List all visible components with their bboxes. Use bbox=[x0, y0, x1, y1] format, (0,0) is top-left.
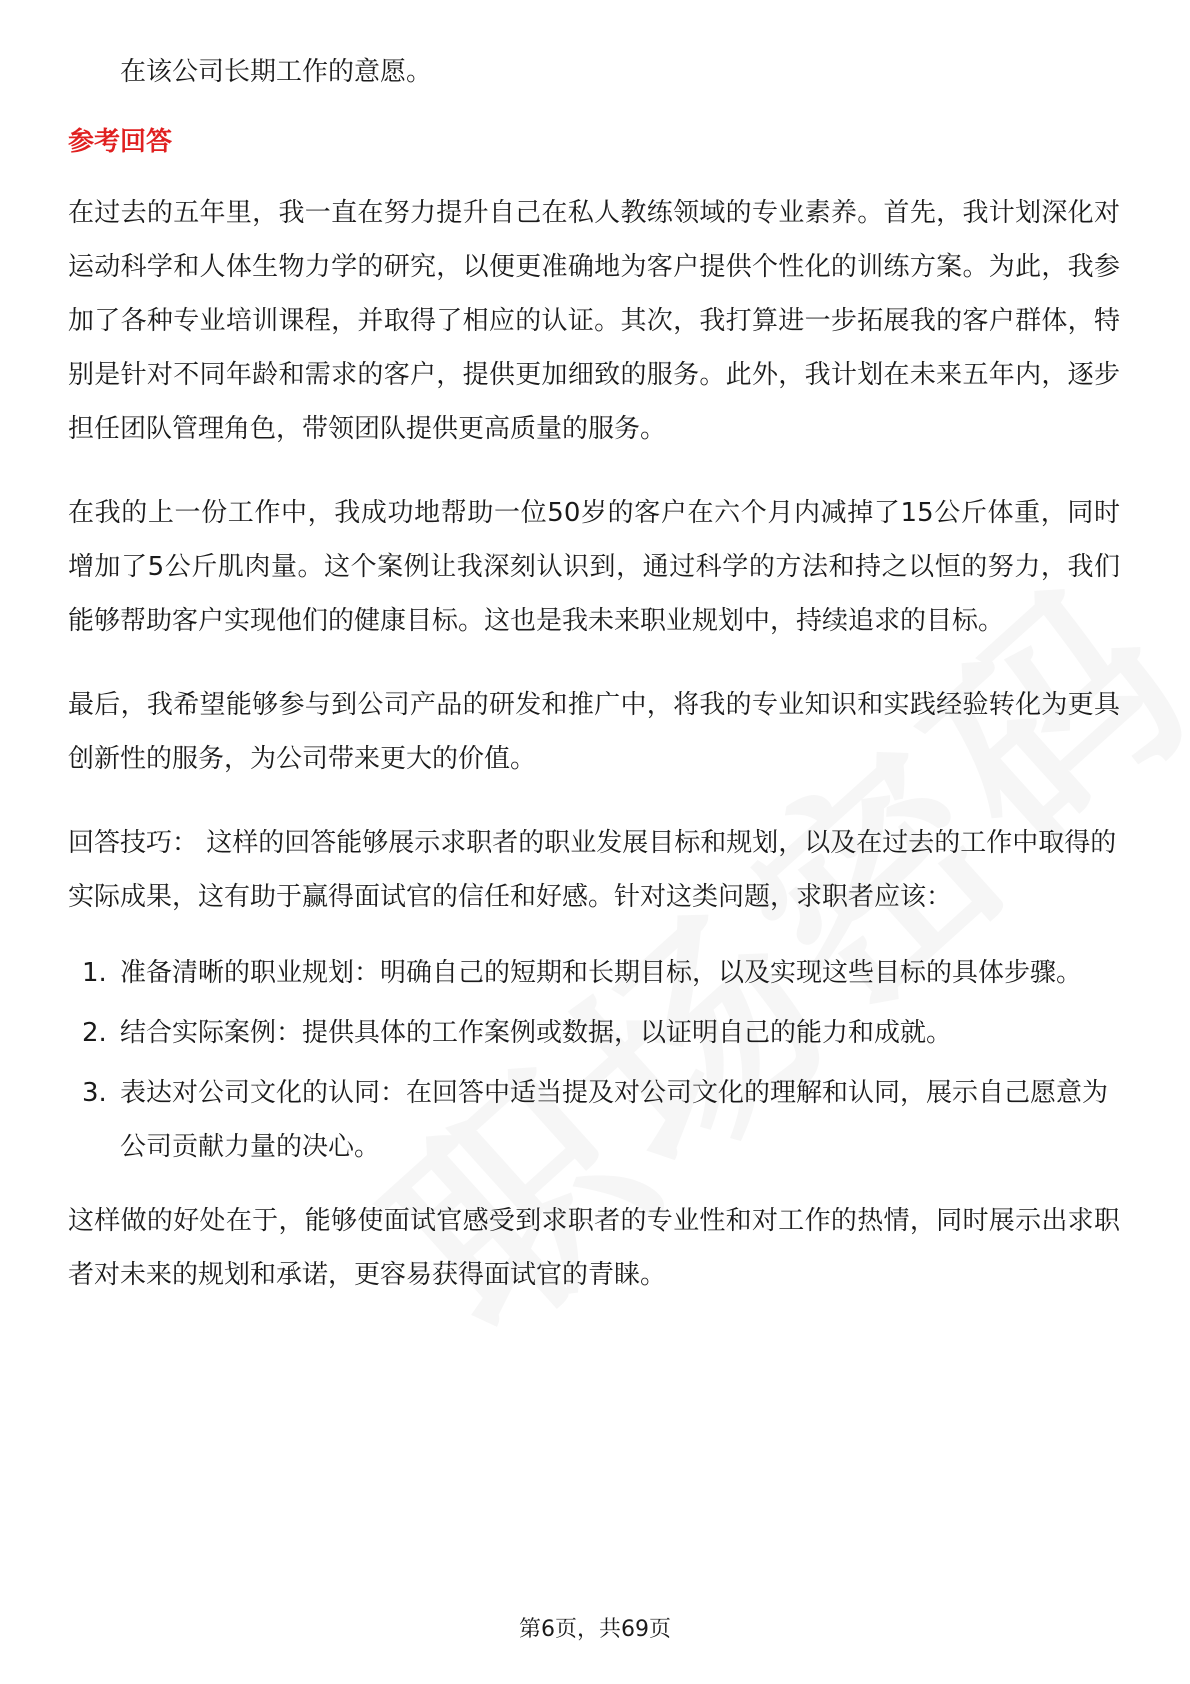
page-footer: 第6页，共69页 bbox=[519, 1617, 671, 1642]
list-item-number: 2. bbox=[82, 1018, 107, 1048]
tips-list bbox=[68, 946, 1120, 1174]
list-item bbox=[68, 1066, 1120, 1174]
document-page bbox=[68, 44, 1120, 1332]
paragraph-1: 在过去的五年里，我一直在努力提升自己在私人教练领域的专业素养。首先，我计划深化对运动科学和人体生物力学的研究，以便更准确地为客户提供个性化的训练方案。为此，我参加了各种专业培训课程，并取得了相应的认证。其次，我打算进一步拓展我的客户群体，特别是针对不同年龄和需求的客户，提供更加细致的服务。此外，我计划在未来五年内，逐步担任团队管理角色，带领团队提供更高质量的服务。 bbox=[68, 198, 1120, 444]
list-item bbox=[68, 1006, 1120, 1060]
list-item bbox=[68, 946, 1120, 1000]
list-item-number: 1. bbox=[82, 958, 107, 988]
paragraph-2: 在我的上一份工作中，我成功地帮助一位50岁的客户在六个月内减掉了15公斤体重，同时增加了5公斤肌肉量。这个案例让我深刻认识到，通过科学的方法和持之以恒的努力，我们能够帮助客户实现他们的健康目标。这也是我未来职业规划中，持续追求的目标。 bbox=[68, 498, 1120, 636]
continuation-line: 在该公司长期工作的意愿。 bbox=[120, 57, 433, 87]
list-item-number: 3. bbox=[82, 1078, 107, 1108]
section-heading: 参考回答 bbox=[68, 127, 173, 157]
list-item-text: 结合实际案例：提供具体的工作案例或数据，以证明自己的能力和成就。 bbox=[120, 1018, 953, 1048]
closing-paragraph: 这样做的好处在于，能够使面试官感受到求职者的专业性和对工作的热情，同时展示出求职者对未来的规划和承诺，更容易获得面试官的青睐。 bbox=[68, 1206, 1120, 1290]
list-item-text: 表达对公司文化的认同：在回答中适当提及对公司文化的理解和认同，展示自己愿意为公司贡献力量的决心。 bbox=[120, 1078, 1109, 1162]
paragraph-3: 最后，我希望能够参与到公司产品的研发和推广中，将我的专业知识和实践经验转化为更具创新性的服务，为公司带来更大的价值。 bbox=[68, 690, 1120, 774]
tips-paragraph: 回答技巧： 这样的回答能够展示求职者的职业发展目标和规划，以及在过去的工作中取得的实际成果，这有助于赢得面试官的信任和好感。针对这类问题，求职者应该： bbox=[68, 828, 1117, 912]
list-item-text: 准备清晰的职业规划：明确自己的短期和长期目标，以及实现这些目标的具体步骤。 bbox=[120, 958, 1083, 988]
